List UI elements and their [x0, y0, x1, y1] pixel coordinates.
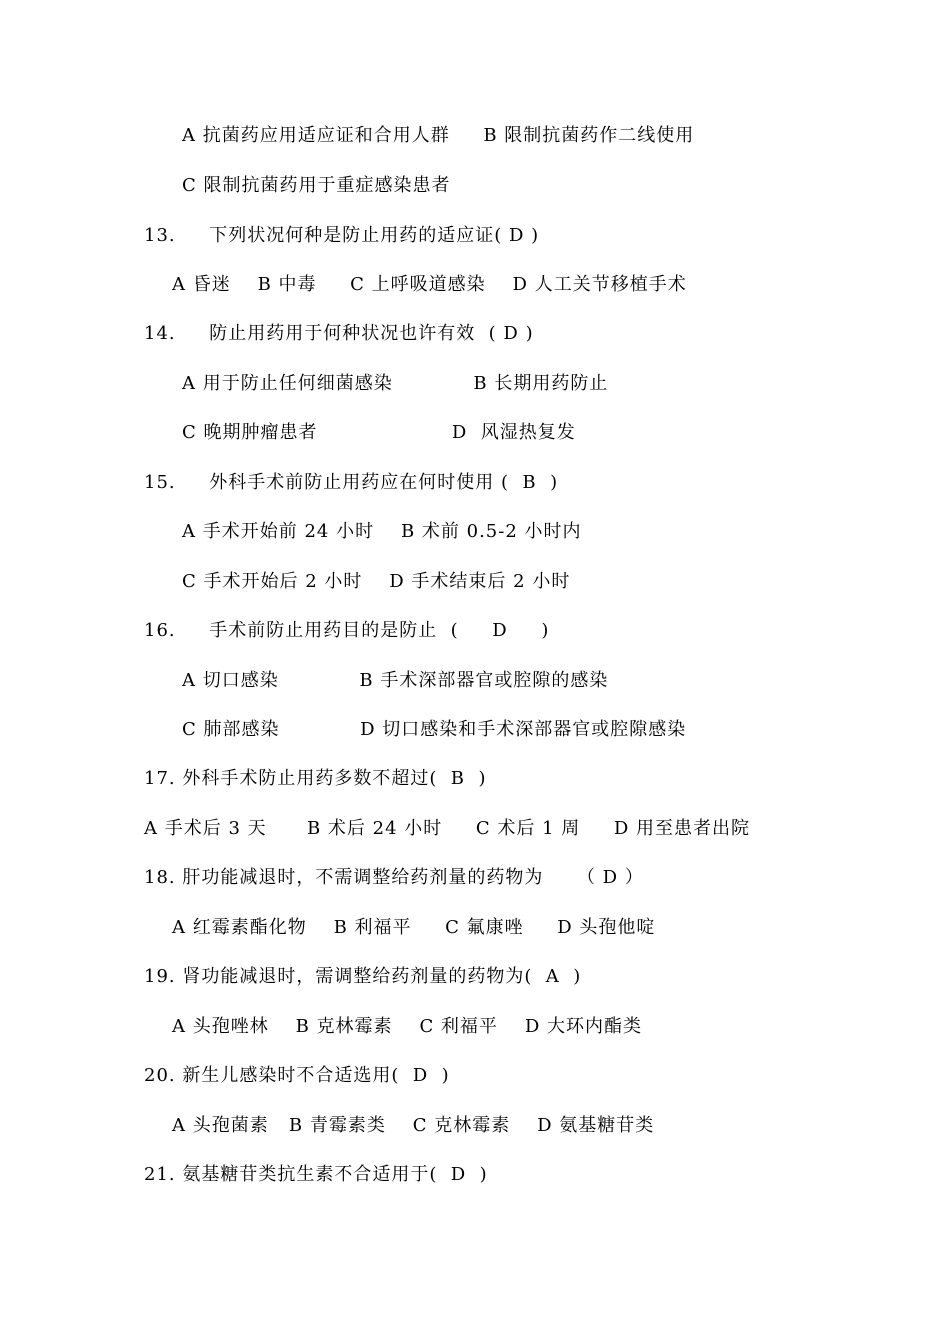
- option-line: A 头孢菌素 B 青霉素类 C 克林霉素 D 氨基糖苷类: [172, 1115, 655, 1136]
- option-line: A 抗菌药应用适应证和合用人群 B 限制抗菌药作二线使用: [182, 125, 695, 146]
- option-line: A 头孢唑林 B 克林霉素 C 利福平 D 大环内酯类: [172, 1016, 642, 1037]
- question-line: 21. 氨基糖苷类抗生素不合适用于( D ): [144, 1164, 488, 1185]
- question-line: 14. 防止用药用于何种状况也许有效 ( D ): [144, 323, 534, 344]
- option-line: C 手术开始后 2 小时 D 手术结束后 2 小时: [182, 571, 571, 592]
- question-line: 16. 手术前防止用药目的是防止 ( D ): [144, 620, 550, 641]
- question-line: 18. 肝功能减退时，不需调整给药剂量的药物为 （ D ）: [144, 867, 644, 888]
- question-line: 20. 新生儿感染时不合适选用( D ): [144, 1065, 450, 1086]
- option-line: A 手术开始前 24 小时 B 术前 0.5-2 小时内: [182, 521, 582, 542]
- question-line: 13. 下列状况何种是防止用药的适应证( D ): [144, 225, 540, 246]
- question-line: 19. 肾功能减退时，需调整给药剂量的药物为( A ): [144, 966, 582, 987]
- question-line: 15. 外科手术前防止用药应在何时使用 ( B ): [144, 472, 559, 493]
- option-line: A 用于防止任何细菌感染 B 长期用药防止: [182, 373, 609, 394]
- option-line: C 肺部感染 D 切口感染和手术深部器官或腔隙感染: [182, 719, 687, 740]
- question-line: 17. 外科手术防止用药多数不超过( B ): [144, 768, 487, 789]
- option-line: C 限制抗菌药用于重症感染患者: [182, 175, 451, 196]
- option-line: A 手术后 3 天 B 术后 24 小时 C 术后 1 周 D 用至患者出院: [144, 818, 751, 839]
- option-line: C 晚期肿瘤患者 D 风湿热复发: [182, 422, 576, 443]
- option-line: A 切口感染 B 手术深部器官或腔隙的感染: [182, 670, 609, 691]
- option-line: A 昏迷 B 中毒 C 上呼吸道感染 D 人工关节移植手术: [172, 274, 687, 295]
- option-line: A 红霉素酯化物 B 利福平 C 氟康唑 D 头孢他啶: [172, 917, 656, 938]
